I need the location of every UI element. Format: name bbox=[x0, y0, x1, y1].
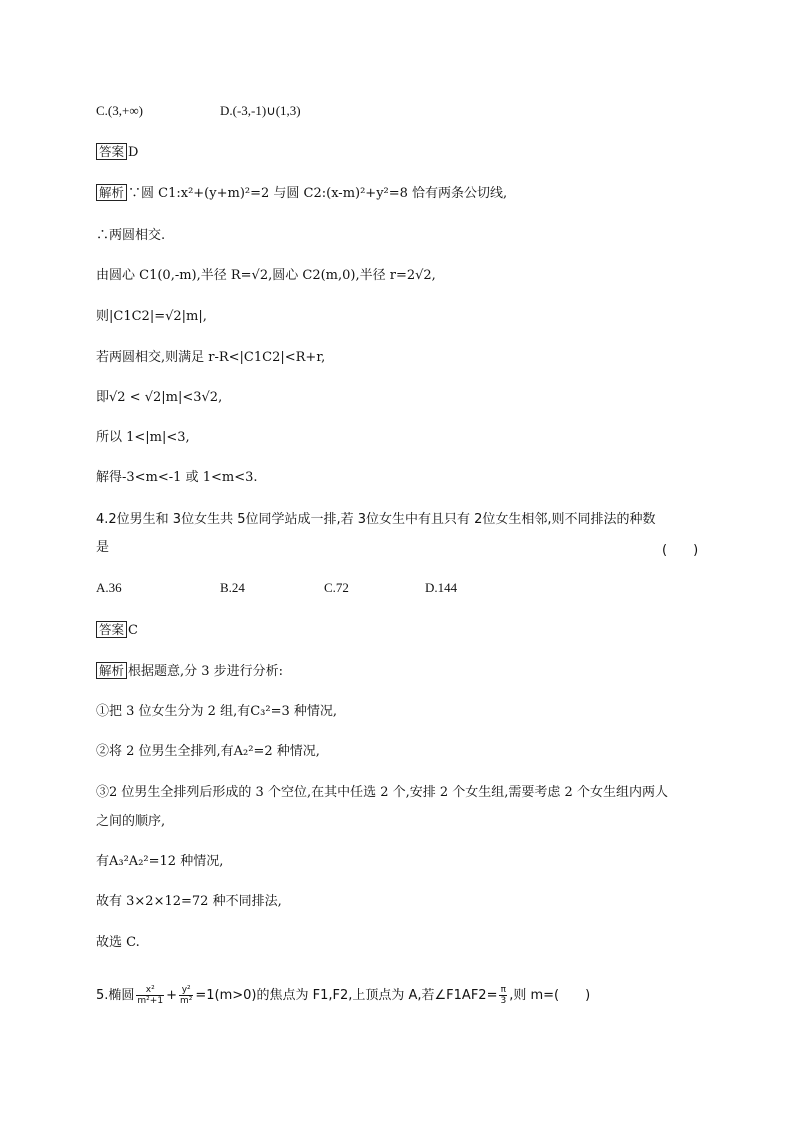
q3-analysis-line-2: ∴两圆相交. bbox=[96, 228, 166, 243]
answer-badge: 答案 bbox=[96, 143, 127, 160]
option-c: C.(3,+∞) bbox=[96, 103, 143, 118]
fraction-numerator: x² bbox=[136, 985, 164, 996]
fraction-denominator: 3 bbox=[500, 996, 507, 1006]
q4-option-b: B.24 bbox=[220, 580, 245, 595]
q4-answer-blank: ( ) bbox=[662, 543, 699, 558]
q4-analysis-line-1 bbox=[96, 662, 283, 681]
q3-analysis-line-3: 由圆心 C1(0,-m),半径 R=√2,圆心 C2(m,0),半径 r=2√2, bbox=[96, 268, 436, 283]
q3-analysis-line-5: 若两圆相交,则满足 r-R<|C1C2|<R+r, bbox=[96, 350, 326, 365]
q3-analysis-text-1: ∵圆 C1:x²+(y+m)²=2 与圆 C2:(x-m)²+y²=8 恰有两条公切线, bbox=[128, 186, 508, 201]
q4-option-d: D.144 bbox=[425, 580, 458, 595]
q3-analysis-line-8: 解得-3<m<-1 或 1<m<3. bbox=[96, 470, 258, 485]
fraction-denominator: m² bbox=[179, 996, 193, 1006]
q4-stem-line-2: 是 bbox=[96, 540, 110, 555]
q4-analysis-line-8: 故选 C. bbox=[96, 935, 140, 950]
q4-analysis-line-3: ②将 2 位男生全排列,有A₂²=2 种情况, bbox=[96, 744, 320, 759]
q4-analysis-text-1: 根据题意,分 3 步进行分析: bbox=[128, 664, 284, 679]
analysis-badge: 解析 bbox=[96, 662, 127, 679]
q3-answer-line bbox=[96, 143, 138, 162]
q5-fraction-x bbox=[136, 985, 164, 1006]
fraction-numerator: y² bbox=[179, 985, 193, 996]
fraction-numerator: π bbox=[500, 985, 507, 995]
q4-option-a: A.36 bbox=[96, 580, 122, 595]
q5-stem bbox=[96, 985, 590, 1006]
q3-analysis-line-7: 所以 1<|m|<3, bbox=[96, 430, 190, 445]
q4-analysis-line-2: ①把 3 位女生分为 2 组,有C₃²=3 种情况, bbox=[96, 704, 338, 719]
fraction-denominator: m²+1 bbox=[137, 996, 164, 1006]
q3-analysis-line-6: 即√2 < √2|m|<3√2, bbox=[96, 390, 223, 405]
q3-analysis-line-1 bbox=[96, 184, 507, 203]
q5-fraction-y bbox=[179, 985, 193, 1006]
q4-analysis-line-6: 有A₃²A₂²=12 种情况, bbox=[96, 854, 224, 869]
q3-analysis-line-4: 则|C1C2|=√2|m|, bbox=[96, 309, 207, 324]
q5-fraction-pi bbox=[499, 985, 507, 1006]
q4-answer-line bbox=[96, 621, 138, 640]
q5-prefix: 5.椭圆 bbox=[96, 988, 135, 1003]
answer-badge: 答案 bbox=[96, 621, 127, 638]
q3-answer: D bbox=[128, 145, 139, 160]
q4-analysis-line-7: 故有 3×2×12=72 种不同排法, bbox=[96, 894, 282, 909]
plus-sign: + bbox=[166, 988, 177, 1003]
q4-stem-line-1: 4.2位男生和 3位女生共 5位同学站成一排,若 3位女生中有且只有 2位女生相邻,则不同排法的种数 bbox=[96, 512, 656, 527]
q4-answer: C bbox=[128, 623, 138, 638]
q5-suffix: ,则 m=( ) bbox=[509, 988, 591, 1003]
analysis-badge: 解析 bbox=[96, 184, 127, 201]
q4-option-c: C.72 bbox=[324, 580, 349, 595]
q5-middle: =1(m>0)的焦点为 F1,F2,上顶点为 A,若∠F1AF2= bbox=[195, 988, 498, 1003]
q4-analysis-line-5: 之间的顺序, bbox=[96, 814, 166, 829]
option-d: D.(-3,-1)∪(1,3) bbox=[220, 103, 301, 118]
q4-analysis-line-4: ③2 位男生全排列后形成的 3 个空位,在其中任选 2 个,安排 2 个女生组,需要考虑 2 个女生组内两人 bbox=[96, 785, 668, 800]
